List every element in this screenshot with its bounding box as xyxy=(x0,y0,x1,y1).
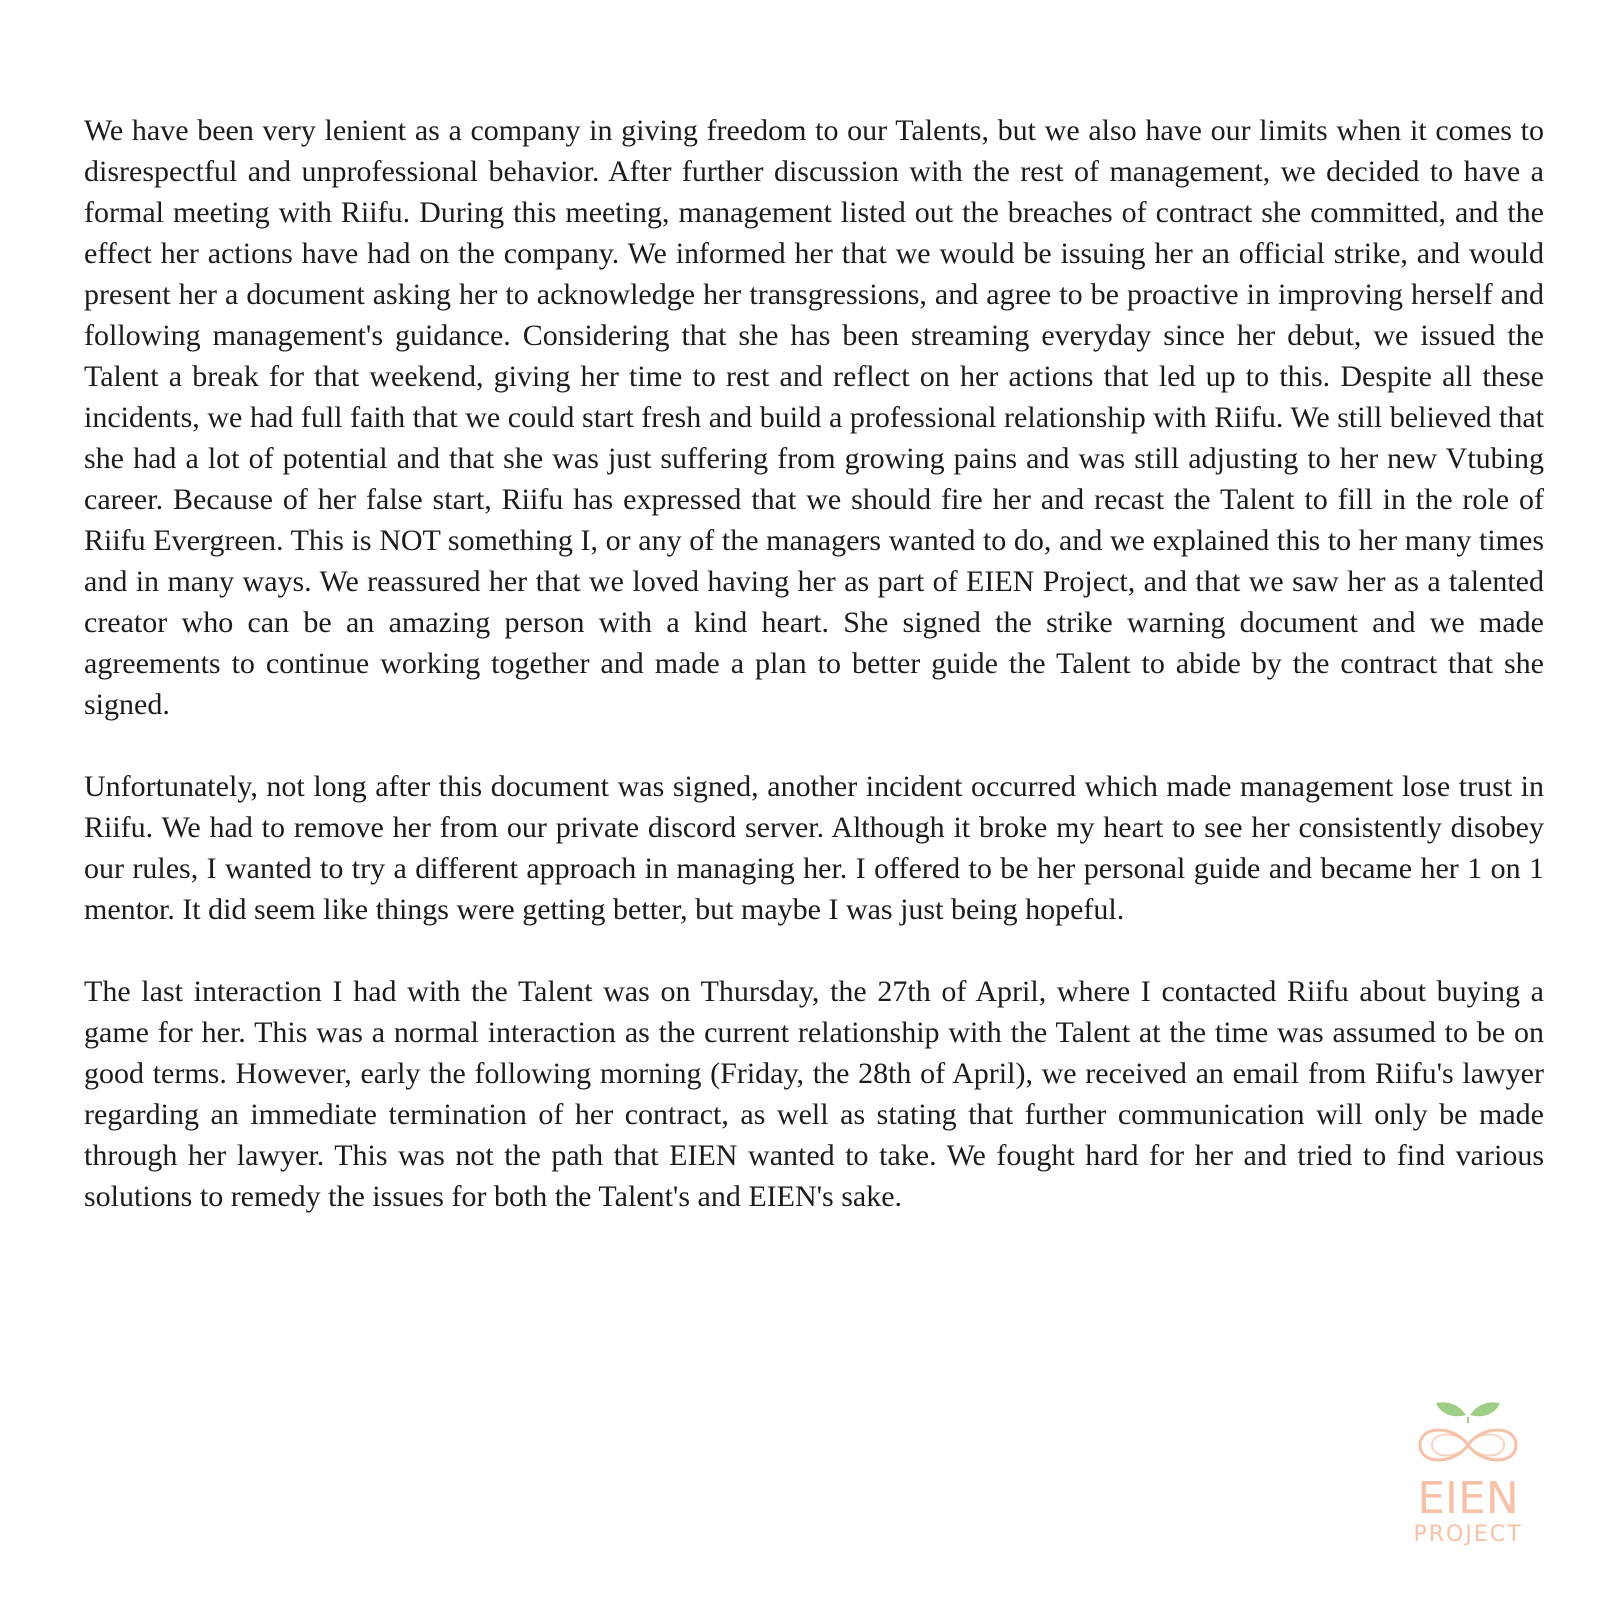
paragraph-3: The last interaction I had with the Talent was on Thursday, the 27th of April, where I contacted Riifu about buying a game for her. This was a normal interaction as the current relationship with the Talent at the time was assumed to be on good terms. However, early the following morning (Friday, the 28th of April), we received an email from Riifu's lawyer regarding an immediate termination of her contract, as well as stating that further communication will only be made through her lawyer. This was not the path that EIEN wanted to take. We fought hard for her and tried to find various solutions to remedy the issues for both the Talent's and EIEN's sake. xyxy=(84,975,1544,1213)
logo-secondary-text: PROJECT xyxy=(1413,1522,1523,1547)
logo-mark xyxy=(1398,1395,1538,1555)
leaf-icon xyxy=(1436,1402,1500,1423)
statement-body xyxy=(84,110,1544,1258)
paragraph-2: Unfortunately, not long after this document was signed, another incident occurred which made management lose trust in Riifu. We had to remove her from our private discord server. Although it broke my heart to see her consistently disobey our rules, I wanted to try a different approach in managing her. I offered to be her personal guide and became her 1 on 1 mentor. It did seem like things were getting better, but maybe I was just being hopeful. xyxy=(84,770,1544,926)
eien-project-logo xyxy=(1398,1395,1538,1555)
infinity-icon xyxy=(1420,1430,1516,1460)
paragraph-1: We have been very lenient as a company in giving freedom to our Talents, but we also have our limits when it comes to disrespectful and unprofessional behavior. After further discussion with the rest of management, we decided to have a formal meeting with Riifu. During this meeting, management listed out the breaches of contract she committed, and the effect her actions have had on the company. We informed her that we would be issuing her an official strike, and would present her a document asking her to acknowledge her transgressions, and agree to be proactive in improving herself and following management's guidance. Considering that she has been streaming everyday since her debut, we issued the Talent a break for that weekend, giving her time to rest and reflect on her actions that led up to this. Despite all these incidents, we had full faith that we could start fresh and build a professional relationship with Riifu. We still believed that she had a lot of potential and that she was just suffering from growing pains and was still adjusting to her new Vtubing career. Because of her false start, Riifu has expressed that we should fire her and recast the Talent to fill in the role of Riifu Evergreen. This is NOT something I, or any of the managers wanted to do, and we explained this to her many times and in many ways. We reassured her that we loved having her as part of EIEN Project, and that we saw her as a talented creator who can be an amazing person with a kind heart. She signed the strike warning document and we made agreements to continue working together and made a plan to better guide the Talent to abide by the contract that she signed. xyxy=(84,114,1544,721)
logo-primary-text: EIEN xyxy=(1417,1473,1519,1524)
